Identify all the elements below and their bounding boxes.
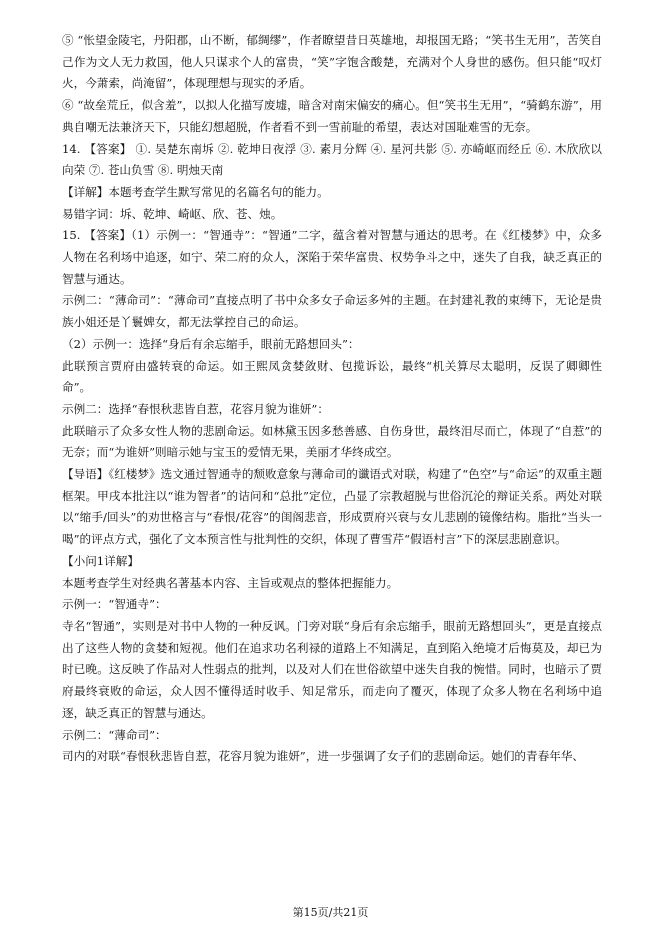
page-number-footer: 第15页/共21页 — [292, 906, 369, 919]
paragraph-answer15-part2-example1-heading: （2）示例一：选择“身后有余忘缩手，眼前无路想回头”： — [62, 336, 360, 351]
paragraph-guide: 【导语】《红楼梦》选文通过智通寺的颓败意象与薄命司的谶语式对联，构建了“色空”与“命运”的双重主题框架。甲戌本批注以“谁为智者”的诘问和“总批”定位，凸显了宗教超脱与世俗沉沦的辩证关系。两处对联以“缩手/回头”的劝世格言与“春恨/花容”的闺阁悲音，形成贾府兴衰与女儿悲剧的镜像结构。脂批“当头一喝”的评点方式，强化了文本预言性与批判性的交织，体现了曹雪芹“假语村言”下的深层悲剧意识。 — [62, 467, 602, 547]
paragraph-q1-example2-body: 司内的对联“春恨秋悲皆自惹，花容月貌为谁妍”，进一步强调了女子们的悲剧命运。她们的青春年华、 — [62, 749, 584, 764]
paragraph-answer15-part2-example1-body: 此联预言贾府由盛转衰的命运。如王熙凤贪婪敛财、包揽诉讼，最终“机关算尽太聪明，反误了卿卿性命”。 — [62, 358, 602, 395]
paragraph-answer15-part2-example2-body: 此联暗示了众多女性人物的悲剧命运。如林黛玉因多愁善感、自伤身世，最终泪尽而亡，体现了“自惹”的无奈；而“为谁妍”则暗示她与宝玉的爱情无果，美丽才华终成空。 — [62, 423, 602, 460]
paragraph-answer14: 14. 【答案】 ①. 吴楚东南坼 ②. 乾坤日夜浮 ③. 素月分辉 ④. 星河共影 ⑤. 亦崎岖而经丘 ⑥. 木欣欣以向荣 ⑦. 苍山负雪 ⑧. 明烛天南 — [62, 141, 602, 178]
paragraph-answer14-typos: 易错字词：坼、乾坤、崎岖、欣、苍、烛。 — [62, 206, 283, 221]
paragraph-answer15-part2-example2-heading: 示例二：选择“春恨秋悲皆自惹，花容月貌为谁妍”： — [62, 401, 329, 416]
section-heading-q1-detail: 【小问1详解】 — [62, 553, 139, 568]
paragraph-q1-example2-heading: 示例二：“薄命司”： — [62, 727, 167, 742]
paragraph-answer15-part1-example2: 示例二：“薄命司”：“薄命司”直接点明了书中众多女子命运多舛的主题。在封建礼教的束缚下，无论是贵族小姐还是丫鬟婢女，都无法掌控自己的命运。 — [62, 293, 602, 330]
paragraph-answer13-item5: ⑤ “怅望金陵宅，丹阳郡，山不断，郁绸缪”，作者瞭望昔日英雄地，却报国无路；“笑书生无用”，苦笑自己作为文人无力救国，他人只谋求个人的富贵，“笑”字饱含酸楚，充满对个人身世的感伤。但只能“叹灯火，今萧索，尚淹留”，体现理想与现实的矛盾。 — [62, 33, 602, 91]
paragraph-answer15-part1-example1: 15. 【答案】（1）示例一：“智通寺”：“智通”二字，蕴含着对智慧与通达的思考。在《红楼梦》中，众多人物在名利场中追逐，如宁、荣二府的众人，深陷于荣华富贵、权势争斗之中，迷失了自我，缺乏真正的智慧与通达。 — [62, 228, 602, 286]
paragraph-answer13-item6: ⑥ “故垒荒丘，似含羞”，以拟人化描写废墟，暗含对南宋偏安的痛心。但“笑书生无用”，“骑鹤东游”，用典自嘲无法兼济天下，只能幻想超脱，作者看不到一雪前耻的希望，表达对国耻难雪的无奈。 — [62, 98, 602, 134]
paragraph-answer14-detail: 【详解】本题考查学生默写常见的名篇名句的能力。 — [62, 184, 329, 199]
paragraph-q1-intro: 本题考查学生对经典名著基本内容、主旨或观点的整体把握能力。 — [62, 575, 399, 590]
paragraph-q1-example1-heading: 示例一：“智通寺”： — [62, 597, 167, 612]
document-body — [62, 30, 602, 768]
paragraph-q1-example1-body: 寺名“智通”，实则是对书中人物的一种反讽。门旁对联“身后有余忘缩手，眼前无路想回头”，更是直接点出了这些人物的贪婪和短视。他们在追求功名利禄的道路上不知满足，直到陷入绝境才后悔莫及，却已为时已晚。这反映了作品对人性弱点的批判，以及对人们在世俗欲望中迷失自我的惋惜。同时，也暗示了贾府最终衰败的命运，众人因不懂得适时收手、知足常乐，而走向了覆灭，体现了众多人物在名利场中追逐，缺乏真正的智慧与通达。 — [62, 618, 602, 720]
